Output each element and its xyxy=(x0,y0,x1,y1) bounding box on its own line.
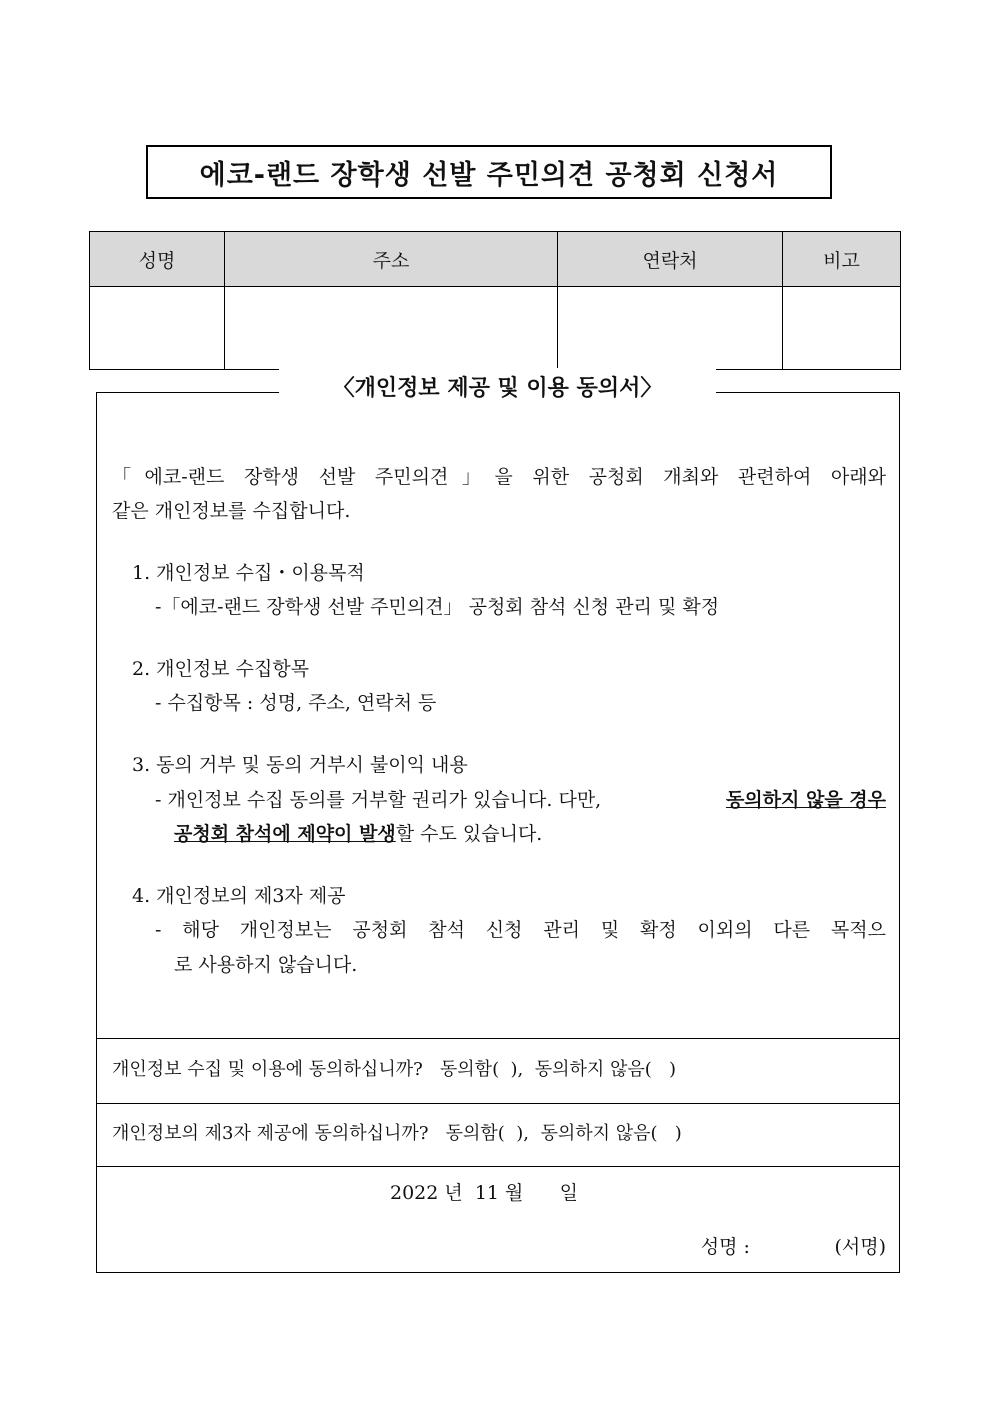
date-line[interactable]: 2022 년 11 월 일 xyxy=(390,1182,578,1204)
section-4-body-line-2: 로 사용하지 않습니다. xyxy=(174,954,358,976)
section-3-title: 3. 동의 거부 및 동의 거부시 불이익 내용 xyxy=(132,754,468,776)
consent-question-collection[interactable]: 개인정보 수집 및 이용에 동의하십니까? 동의함( ), 동의하지 않음( ) xyxy=(112,1059,676,1080)
section-4-title: 4. 개인정보의 제3자 제공 xyxy=(132,885,346,907)
name-cell[interactable] xyxy=(90,287,225,370)
section-1-body: -「에코-랜드 장학생 선발 주민의견」 공청회 참석 신청 관리 및 확정 xyxy=(155,596,720,618)
consent-question-third-party[interactable]: 개인정보의 제3자 제공에 동의하십니까? 동의함( ), 동의하지 않음( ) xyxy=(112,1123,682,1144)
consent-heading: 〈개인정보 제공 및 이용 동의서〉 xyxy=(279,368,716,404)
section-4-body-line-1: - 해당 개인정보는 공청회 참석 신청 관리 및 확정 이외의 다른 목적으 xyxy=(155,919,886,941)
section-3-warning-2: 공청회 참석에 제약이 발생 xyxy=(174,823,396,845)
applicant-table xyxy=(89,231,901,370)
contact-cell[interactable] xyxy=(558,287,783,370)
section-3-warning-1: 동의하지 않을 경우 xyxy=(725,789,886,811)
header-remarks: 비고 xyxy=(783,232,901,287)
section-3-body-text: - 개인정보 수집 동의를 거부할 권리가 있습니다. 다만, xyxy=(155,789,602,811)
section-3-body-line-2 xyxy=(174,817,542,851)
divider xyxy=(96,1166,900,1167)
remarks-cell[interactable] xyxy=(783,287,901,370)
signature-line[interactable]: 성명 : (서명) xyxy=(700,1236,886,1258)
intro-line-2: 같은 개인정보를 수집합니다. xyxy=(112,500,351,522)
section-3-body-end: 할 수도 있습니다. xyxy=(395,823,543,845)
section-3-body-line-1 xyxy=(155,783,886,817)
divider xyxy=(96,1038,900,1039)
section-2-body: - 수집항목 : 성명, 주소, 연락처 등 xyxy=(155,692,437,714)
header-name: 성명 xyxy=(90,232,225,287)
divider xyxy=(96,1103,900,1104)
form-title: 에코-랜드 장학생 선발 주민의견 공청회 신청서 xyxy=(146,145,832,199)
section-2-title: 2. 개인정보 수집항목 xyxy=(132,658,310,680)
section-1-title: 1. 개인정보 수집・이용목적 xyxy=(132,562,365,584)
address-cell[interactable] xyxy=(225,287,558,370)
intro-line-1: 「에코-랜드 장학생 선발 주민의견」을 위한 공청회 개최와 관련하여 아래와 xyxy=(112,466,886,488)
header-contact: 연락처 xyxy=(558,232,783,287)
header-address: 주소 xyxy=(225,232,558,287)
